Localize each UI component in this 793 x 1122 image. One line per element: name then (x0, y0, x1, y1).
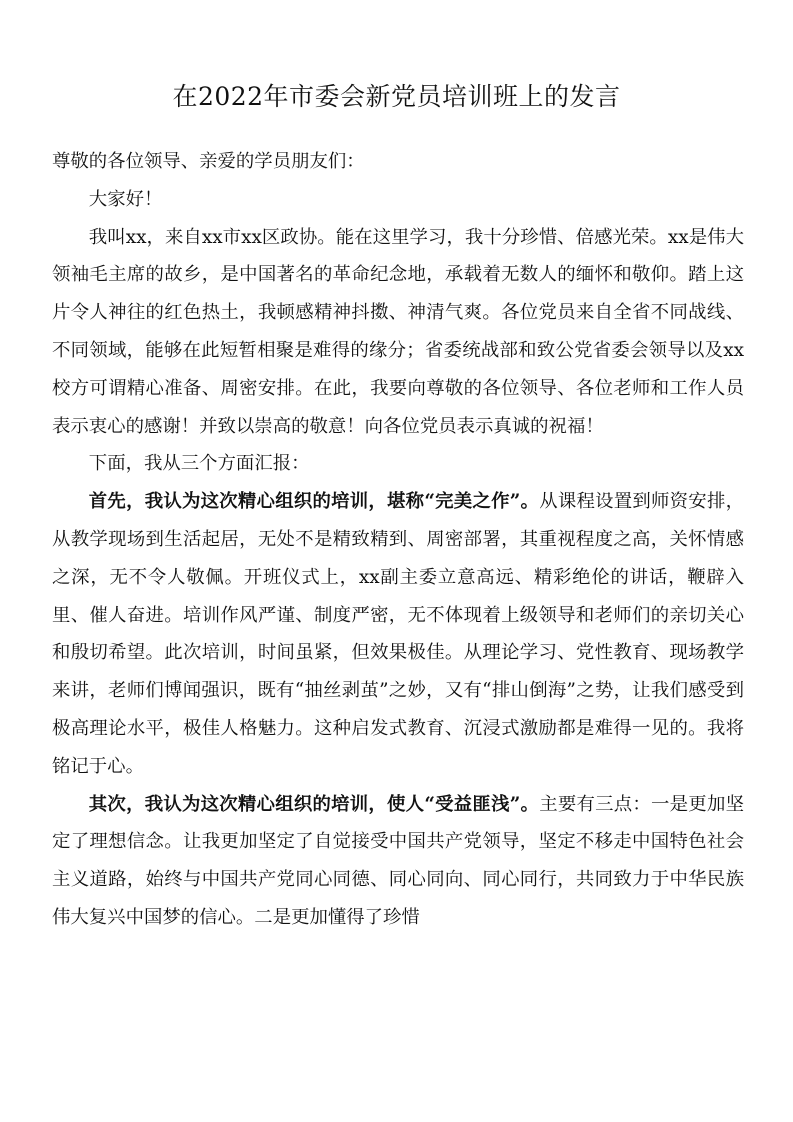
paragraph-outline: 下面，我从三个方面汇报： (88, 453, 310, 475)
paragraph-intro-self: 我叫xx，来自xx市xx区政协。能在这里学习，我十分珍惜、倍感光荣。xx是伟大领袖毛主席的故乡，是中国著名的革命纪念地，承载着无数人的缅怀和敬仰。踏上这片令人神往的红色热土，我顿感精神抖擞、神清气爽。各位党员来自全省不同战线、不同领域，能够在此短暂相聚是难得的缘分；省委统战部和致公党省委会领导以及xx校方可谓精心准备、周密安排。在此，我要向尊敬的各位领导、各位老师和工作人员表示衷心的感谢！并致以崇高的敬意！向各位党员表示真诚的祝福！ (52, 226, 744, 437)
document-body (52, 143, 744, 937)
section-1-text: 从课程设置到师资安排，从教学现场到生活起居，无处不是精致精到、周密部署，其重视程度之高，关怀情感之深，无不令人敬佩。开班仪式上，xx副主委立意高远、精彩绝伦的讲话，鞭辟入里、催人奋进。培训作风严谨、制度严密，无不体现着上级领导和老师们的亲切关心和殷切希望。此次培训，时间虽紧，但效果极佳。从理论学习、党性教育、现场教学来讲，老师们博闻强识，既有“抽丝剥茧”之妙，又有“排山倒海”之势，让我们感受到极高理论水平，极佳人格魅力。这种启发式教育、沉浸式激励都是难得一见的。我将铭记于心。 (52, 491, 744, 777)
section-2-heading: 其次，我认为这次精心组织的培训，使人“受益匪浅”。 (88, 793, 540, 815)
document-title: 在2022年市委会新党员培训班上的发言 (172, 82, 621, 111)
salutation: 尊敬的各位领导、亲爱的学员朋友们： (52, 151, 365, 172)
section-2-text: 主要有三点：一是更加坚定了理想信念。让我更加坚定了自觉接受中国共产党领导，坚定不移走中国特色社会主义道路，始终与中国共产党同心同德、同心同向、同心同行，共同致力于中华民族伟大复兴中国梦的信心。二是更加懂得了珍惜 (52, 793, 744, 928)
section-1-heading: 首先，我认为这次精心组织的培训，堪称“完美之作”。 (88, 491, 540, 513)
paragraph-section-2 (52, 786, 744, 937)
greeting: 大家好！ (88, 188, 163, 210)
paragraph-section-1 (52, 483, 744, 785)
